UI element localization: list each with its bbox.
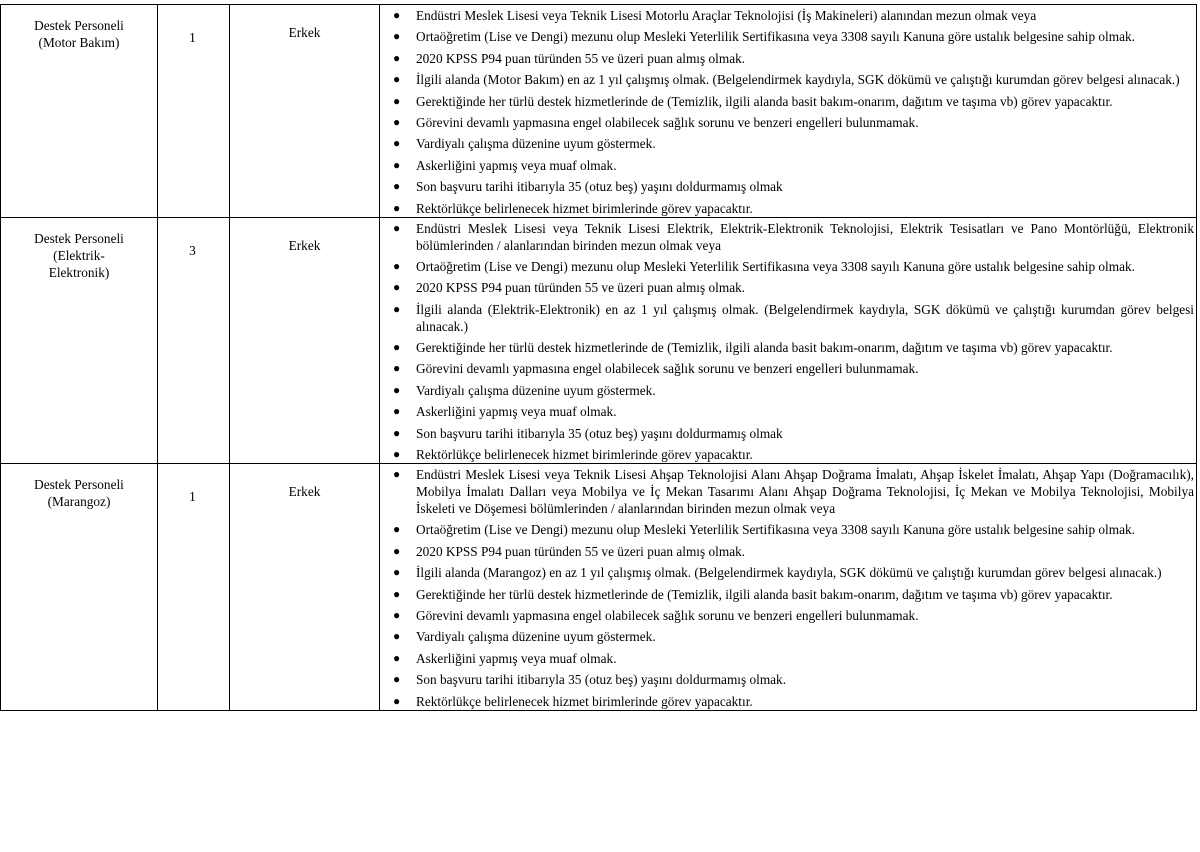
position-gender: Erkek xyxy=(230,5,380,218)
list-item xyxy=(380,50,1196,67)
list-item xyxy=(380,403,1196,420)
requirements-list xyxy=(380,218,1196,464)
requirements-cell xyxy=(380,217,1197,464)
bullet-icon: ● xyxy=(393,8,401,22)
requirements-table xyxy=(0,4,1197,711)
list-item xyxy=(380,607,1196,624)
bullet-icon: ● xyxy=(393,301,401,316)
bullet-icon: ● xyxy=(393,629,401,644)
requirement-text: 2020 KPSS P94 puan türünden 55 ve üzeri puan almış olmak. xyxy=(416,50,746,66)
requirement-text: Rektörlükçe belirlenecek hizmet birimlerinde görev yapacaktır. xyxy=(416,693,753,709)
bullet-icon: ● xyxy=(393,93,401,108)
requirement-text: Endüstri Meslek Lisesi veya Teknik Lisesi Ahşap Teknolojisi Alanı Ahşap Doğrama İmalatı, Ahşap İskelet İmalatı, Ahşap Yapı (Doğramacılık), Mobilya İmalatı Dalları veya Mobilya ve İç Mekan Tasarımı Alanı Ahşap Doğrama Teknolojisi, İç Mekan ve Mobilya Teknolojisi, Mobilya İskeleti ve Döşemesi bölümlerinden / alanlarından birinden mezun olmak veya xyxy=(416,467,1194,517)
list-item xyxy=(380,200,1196,217)
position-gender: Erkek xyxy=(230,464,380,711)
position-title-line: Elektronik) xyxy=(48,264,110,280)
bullet-icon: ● xyxy=(393,565,401,580)
position-title-cell xyxy=(1,464,158,711)
list-item xyxy=(380,339,1196,356)
bullet-icon: ● xyxy=(393,467,401,482)
requirement-text: Görevini devamlı yapmasına engel olabilecek sağlık sorunu ve benzeri engelleri bulunmamak. xyxy=(416,361,919,377)
requirements-cell xyxy=(380,464,1197,711)
list-item xyxy=(380,466,1196,517)
list-item xyxy=(380,425,1196,442)
bullet-icon: ● xyxy=(393,650,401,665)
position-count: 1 xyxy=(158,464,230,711)
bullet-icon: ● xyxy=(393,607,401,622)
bullet-icon: ● xyxy=(393,220,401,235)
requirement-text: Askerliğini yapmış veya muaf olmak. xyxy=(416,404,617,420)
list-item xyxy=(380,157,1196,174)
list-item xyxy=(380,135,1196,152)
list-item xyxy=(380,650,1196,667)
requirement-text: Vardiyalı çalışma düzenine uyum göstermek. xyxy=(416,629,656,645)
requirement-text: Vardiyalı çalışma düzenine uyum göstermek. xyxy=(416,136,656,152)
list-item xyxy=(380,693,1196,710)
bullet-icon: ● xyxy=(393,200,401,215)
bullet-icon: ● xyxy=(393,340,401,355)
requirement-text: 2020 KPSS P94 puan türünden 55 ve üzeri puan almış olmak. xyxy=(416,543,746,559)
table-row xyxy=(1,217,1197,464)
bullet-icon: ● xyxy=(393,586,401,601)
bullet-icon: ● xyxy=(393,404,401,419)
requirement-text: Görevini devamlı yapmasına engel olabilecek sağlık sorunu ve benzeri engelleri bulunmamak. xyxy=(416,114,919,130)
position-title-cell xyxy=(1,217,158,464)
requirement-text: Son başvuru tarihi itibarıyla 35 (otuz beş) yaşını doldurmamış olmak. xyxy=(416,672,787,688)
requirement-text: Ortaöğretim (Lise ve Dengi) mezunu olup Mesleki Yeterlilik Sertifikasına veya 3308 sayılı Kanuna göre ustalık belgesine sahip olmak. xyxy=(416,258,1135,274)
list-item xyxy=(380,628,1196,645)
position-title-line: (Elektrik- xyxy=(53,247,105,263)
requirement-text: Gerektiğinde her türlü destek hizmetlerinde de (Temizlik, ilgili alanda basit bakım-onarım, dağıtım ve taşıma vb) görev yapacaktır. xyxy=(416,93,1113,109)
bullet-icon: ● xyxy=(393,693,401,708)
list-item xyxy=(380,564,1196,581)
list-item xyxy=(380,586,1196,603)
list-item xyxy=(380,7,1196,24)
position-count: 3 xyxy=(158,217,230,464)
position-count: 1 xyxy=(158,5,230,218)
position-title-line: Destek Personeli xyxy=(34,18,124,33)
requirement-text: Askerliğini yapmış veya muaf olmak. xyxy=(416,157,617,173)
list-item xyxy=(380,178,1196,195)
list-item xyxy=(380,360,1196,377)
bullet-icon: ● xyxy=(393,280,401,295)
position-title-line: Destek Personeli xyxy=(34,477,124,493)
requirement-text: Endüstri Meslek Lisesi veya Teknik Lisesi Motorlu Araçlar Teknolojisi (İş Makineleri) alanından mezun olmak veya xyxy=(416,8,1037,23)
table-row xyxy=(1,5,1197,218)
list-item xyxy=(380,446,1196,463)
list-item xyxy=(380,114,1196,131)
list-item xyxy=(380,71,1196,88)
table-row xyxy=(1,464,1197,711)
requirement-text: İlgili alanda (Elektrik-Elektronik) en az 1 yıl çalışmış olmak. (Belgelendirmek kaydıyla, SGK dökümü ve çalıştığı kurumdan görev belgesi alınacak.) xyxy=(416,301,1194,334)
requirement-text: İlgili alanda (Motor Bakım) en az 1 yıl çalışmış olmak. (Belgelendirmek kaydıyla, SGK dökümü ve çalıştığı kurumdan görev belgesi alınacak.) xyxy=(416,72,1180,88)
bullet-icon: ● xyxy=(393,29,401,44)
requirement-text: Gerektiğinde her türlü destek hizmetlerinde de (Temizlik, ilgili alanda basit bakım-onarım, dağıtım ve taşıma vb) görev yapacaktır. xyxy=(416,340,1113,356)
bullet-icon: ● xyxy=(393,258,401,273)
list-item xyxy=(380,521,1196,538)
list-item xyxy=(380,382,1196,399)
bullet-icon: ● xyxy=(393,522,401,537)
list-item xyxy=(380,93,1196,110)
requirement-text: Rektörlükçe belirlenecek hizmet birimlerinde görev yapacaktır. xyxy=(416,447,753,463)
bullet-icon: ● xyxy=(393,50,401,65)
position-title-line: (Motor Bakım) xyxy=(38,35,120,50)
bullet-icon: ● xyxy=(393,543,401,558)
list-item xyxy=(380,220,1196,254)
position-title-cell xyxy=(1,5,158,218)
list-item xyxy=(380,671,1196,688)
requirement-text: 2020 KPSS P94 puan türünden 55 ve üzeri puan almış olmak. xyxy=(416,280,746,296)
requirement-text: Son başvuru tarihi itibarıyla 35 (otuz beş) yaşını doldurmamış olmak xyxy=(416,179,783,195)
requirement-text: Endüstri Meslek Lisesi veya Teknik Lisesi Elektrik, Elektrik-Elektronik Teknolojisi, Elektrik Tesisatları ve Pano Montörlüğü, Elektronik bölümlerinden / alanlarından birinden mezun olmak veya xyxy=(416,220,1194,253)
list-item xyxy=(380,543,1196,560)
list-item xyxy=(380,301,1196,335)
list-item xyxy=(380,258,1196,275)
list-item xyxy=(380,28,1196,45)
list-item xyxy=(380,279,1196,296)
bullet-icon: ● xyxy=(393,382,401,397)
bullet-icon: ● xyxy=(393,72,401,87)
requirement-text: Ortaöğretim (Lise ve Dengi) mezunu olup Mesleki Yeterlilik Sertifikasına veya 3308 sayılı Kanuna göre ustalık belgesine sahip olmak. xyxy=(416,29,1135,45)
position-title-line: Destek Personeli xyxy=(34,230,124,246)
bullet-icon: ● xyxy=(393,425,401,440)
position-gender: Erkek xyxy=(230,217,380,464)
bullet-icon: ● xyxy=(393,136,401,151)
bullet-icon: ● xyxy=(393,157,401,172)
requirement-text: Rektörlükçe belirlenecek hizmet birimlerinde görev yapacaktır. xyxy=(416,200,753,216)
requirement-text: Görevini devamlı yapmasına engel olabilecek sağlık sorunu ve benzeri engelleri bulunmamak. xyxy=(416,607,919,623)
requirement-text: Askerliğini yapmış veya muaf olmak. xyxy=(416,650,617,666)
bullet-icon: ● xyxy=(393,447,401,462)
requirements-list xyxy=(380,464,1196,710)
bullet-icon: ● xyxy=(393,179,401,194)
requirements-cell xyxy=(380,5,1197,218)
requirement-text: Son başvuru tarihi itibarıyla 35 (otuz beş) yaşını doldurmamış olmak xyxy=(416,425,783,441)
requirement-text: Ortaöğretim (Lise ve Dengi) mezunu olup Mesleki Yeterlilik Sertifikasına veya 3308 sayılı Kanuna göre ustalık belgesine sahip olmak. xyxy=(416,522,1135,538)
requirement-text: Vardiyalı çalışma düzenine uyum göstermek. xyxy=(416,382,656,398)
position-title-line: (Marangoz) xyxy=(47,494,111,510)
requirements-list xyxy=(380,5,1196,217)
requirement-text: Gerektiğinde her türlü destek hizmetlerinde de (Temizlik, ilgili alanda basit bakım-onarım, dağıtım ve taşıma vb) görev yapacaktır. xyxy=(416,586,1113,602)
bullet-icon: ● xyxy=(393,672,401,687)
bullet-icon: ● xyxy=(393,361,401,376)
bullet-icon: ● xyxy=(393,114,401,129)
requirement-text: İlgili alanda (Marangoz) en az 1 yıl çalışmış olmak. (Belgelendirmek kaydıyla, SGK dökümü ve çalıştığı kurumdan görev belgesi alınacak.) xyxy=(416,565,1162,581)
